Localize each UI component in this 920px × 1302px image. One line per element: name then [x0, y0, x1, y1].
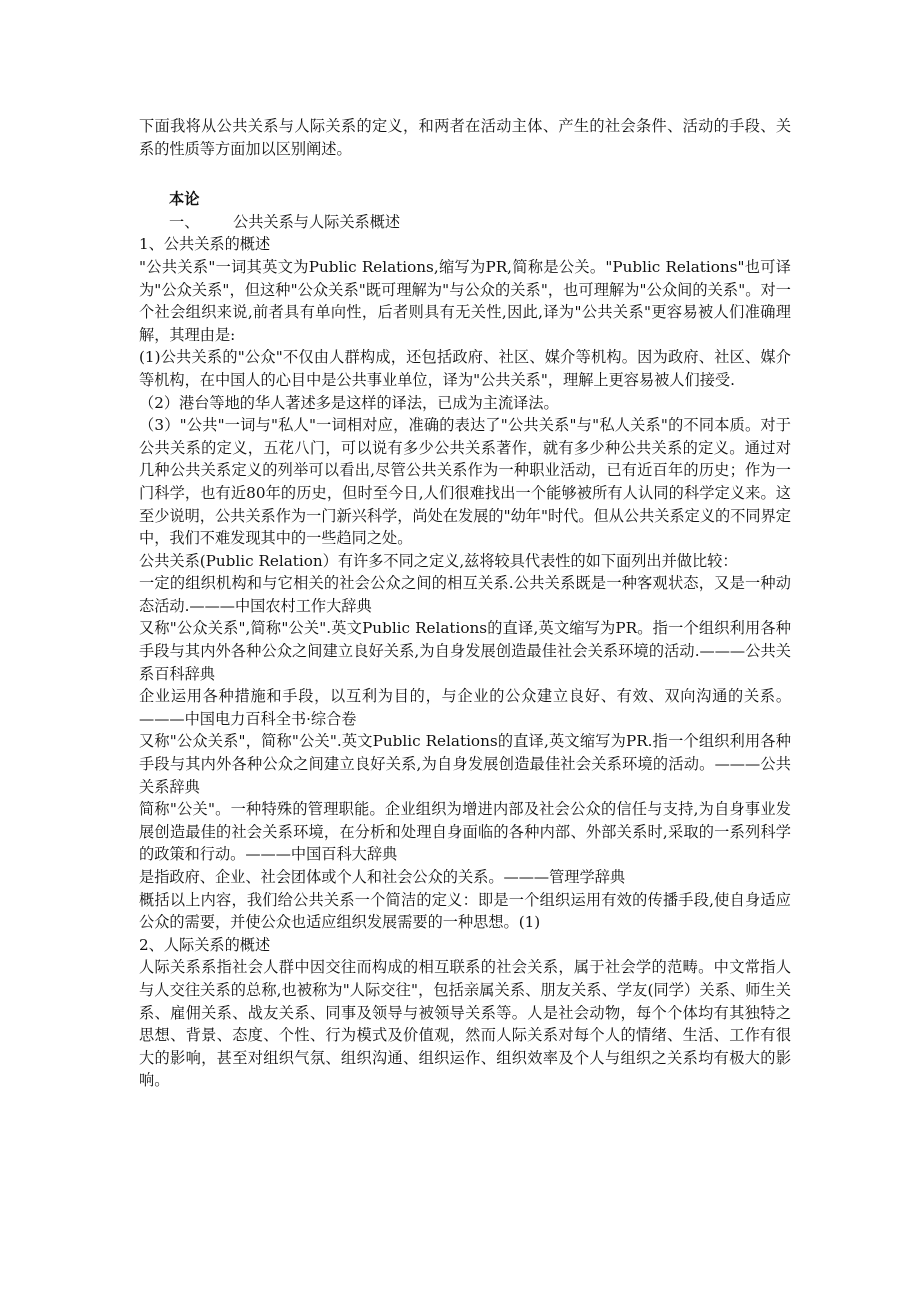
summary-paragraph: 概括以上内容，我们给公共关系一个简洁的定义：即是一个组织运用有效的传播手段,使自身适应公众的需要，并使公众也适应组织发展需要的一种思想。(1)	[139, 890, 791, 932]
section-heading: 本论	[169, 190, 200, 209]
definition-2: 又称"公众关系",简称"公关".英文Public Relations的直译,英文缩写为PR。指一个组织利用各种手段与其内外各种公众之间建立良好关系,为自身发展创造最佳社会关系环境的活动.———公共关系百科辞典	[139, 619, 791, 683]
definition-3: 企业运用各种措施和手段，以互利为目的，与企业的公众建立良好、有效、双向沟通的关系。———中国电力百科全书·综合卷	[139, 687, 791, 728]
overview-number: 一、	[169, 212, 200, 231]
reason-2: （2）港台等地的华人著述多是这样的译法，已成为主流译法。	[139, 393, 559, 412]
definition-6: 是指政府、企业、社会团体或个人和社会公众的关系。———管理学辞典	[139, 868, 625, 886]
definition-4: 又称"公众关系"，简称"公关".英文Public Relations的直译,英文缩写为PR.指一个组织利用各种手段与其内外各种公众之间建立良好关系,为自身发展创造最佳社会关系环境的活动。———公共关系辞典	[139, 732, 791, 796]
definition-1: 一定的组织机构和与它相关的社会公众之间的相互关系.公共关系既是一种客观状态，又是一种动态活动.———中国农村工作大辞典	[139, 574, 791, 615]
reason-3: （3）"公共"一词与"私人"一词相对应，准确的表达了"公共关系"与"私人关系"的不同本质。对于公共关系的定义，五花八门，可以说有多少公共关系著作，就有多少种公共关系的定义。通过对几种公共关系定义的列举可以看出,尽管公共关系作为一种职业活动，已有近百年的历史；作为一门科学，也有近80年的历史，但时至今日,人们很难找出一个能够被所有人认同的科学定义来。这至少说明，公共关系作为一门新兴科学，尚处在发展的"幼年"时代。但从公共关系定义的不同界定中，我们不难发现其中的一些趋同之处。	[139, 416, 791, 548]
section1-title: 1、公共关系的概述	[139, 235, 271, 254]
intro-paragraph: 下面我将从公共关系与人际关系的定义，和两者在活动主体、产生的社会条件、活动的手段、关系的性质等方面加以区别阐述。	[139, 117, 791, 158]
overview-title: 公共关系与人际关系概述	[233, 212, 401, 231]
definitions-intro: 公共关系(Public Relation）有许多不同之定义,兹将较具代表性的如下面列出并做比较：	[139, 551, 738, 570]
section2-paragraph: 人际关系系指社会人群中因交往而构成的相互联系的社会关系，属于社会学的范畴。中文常指人与人交往关系的总称,也被称为"人际交往"，包括亲属关系、朋友关系、学友(同学）关系、师生关系、雇佣关系、战友关系、同事及领导与被领导关系等。人是社会动物，每个个体均有其独特之思想、背景、态度、个性、行为模式及价值观，然而人际关系对每个人的情绪、生活、工作有很大的影响，甚至对组织气氛、组织沟通、组织运作、组织效率及个人与组织之关系均有极大的影响。	[139, 958, 791, 1090]
section2-title: 2、人际关系的概述	[139, 935, 271, 954]
definition-5: 简称"公关"。一种特殊的管理职能。企业组织为增进内部及社会公众的信任与支持,为自身事业发展创造最佳的社会关系环境，在分析和处理自身面临的各种内部、外部关系时,采取的一系列科学的政策和行动。———中国百科大辞典	[139, 800, 791, 864]
reason-1: (1)公共关系的"公众"不仅由人群构成，还包括政府、社区、媒介等机构。因为政府、社区、媒介等机构，在中国人的心目中是公共事业单位，译为"公共关系"，理解上更容易被人们接受.	[139, 348, 791, 389]
document-page	[139, 0, 791, 1092]
section1-paragraph: "公共关系"一词其英文为Public Relations,缩写为PR,简称是公关。"Public Relations"也可译为"公众关系"，但这种"公众关系"既可理解为"与公众的关系"，也可理解为"公众间的关系"。对一个社会组织来说,前者具有单向性，后者则具有无关性,因此,译为"公共关系"更容易被人们准确理解，其理由是:	[139, 257, 791, 344]
overview-heading	[139, 211, 791, 234]
